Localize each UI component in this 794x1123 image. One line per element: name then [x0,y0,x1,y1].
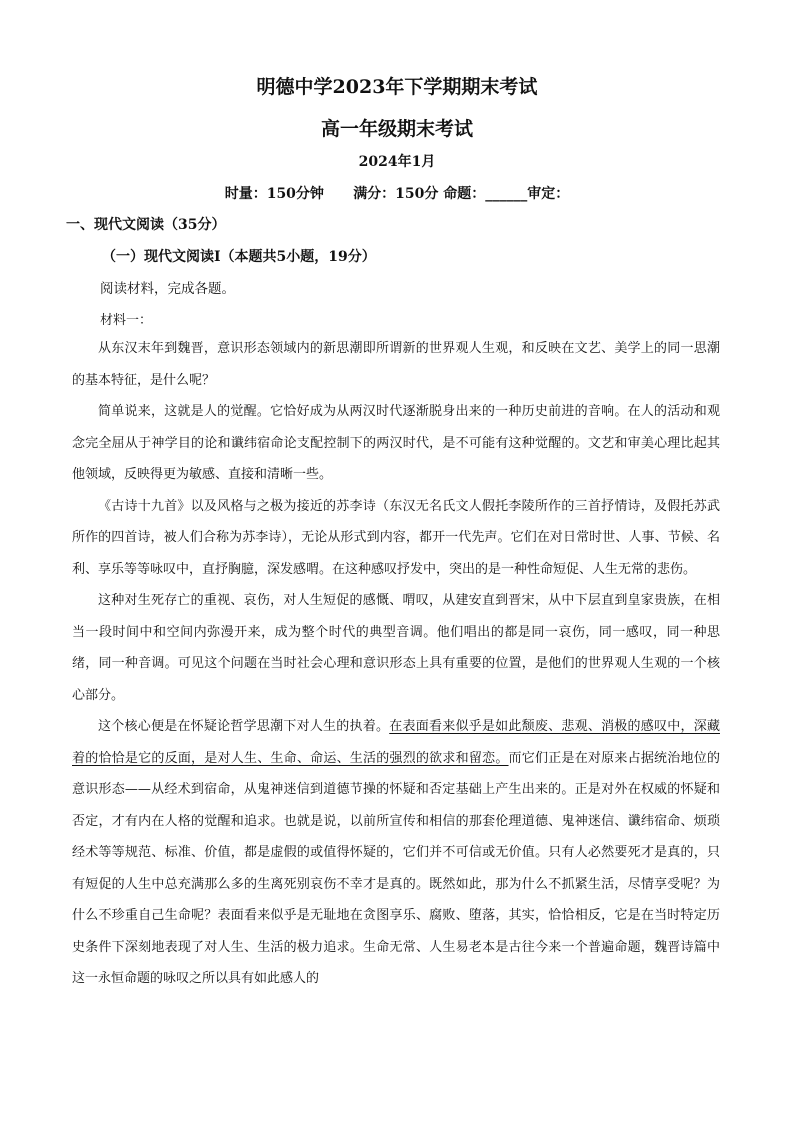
subsection-heading: （一）现代文阅读Ⅰ（本题共5小题，19分） [102,249,376,265]
exam-date: 2024年1月 [358,154,436,170]
paragraph-5 [72,711,720,995]
underlined-sentence: 在表面看来似乎是如此颓废、悲观、消极的感叹中，深藏着的恰恰是它的反面，是对人生、生命、命运、生活的强烈的欲求和留恋。 [72,719,720,766]
grade-exam-title: 高一年级期末考试 [320,118,473,140]
paragraph-4: 这种对生死存亡的重视、哀伤，对人生短促的感慨、喟叹，从建安直到晋宋，从中下层直到皇家贵族，在相当一段时间中和空间内弥漫开来，成为整个时代的典型音调。他们唱出的都是同一哀伤，同一感叹，同一种思绪，同一种音调。可见这个问题在当时社会心理和意识形态上具有重要的位置，是他们的世界观人生观的一个核心部分。 [72,593,720,703]
exam-meta-line [0,183,794,203]
reading-instruction: 阅读材料，完成各题。 [100,281,235,297]
exam-author-reviewer: 命题：______审定： [443,186,570,202]
exam-full-score: 满分：150分 [353,186,439,202]
section-heading: 一、现代文阅读（35分） [66,217,226,233]
material-label: 材料一： [100,313,153,328]
exam-duration: 时量：150分钟 [224,186,324,202]
school-exam-title: 明德中学2023年下学期期末考试 [256,76,538,98]
paragraph-2: 简单说来，这就是人的觉醒。它恰好成为从两汉时代逐渐脱身出来的一种历史前进的音响。在人的活动和观念完全屈从于神学目的论和谶纬宿命论支配控制下的两汉时代，是不可能有这种觉醒的。文艺和审美心理比起其他领域，反映得更为敏感、直接和清晰一些。 [72,404,720,482]
paragraph-5-rest: 而它们正是在对原来占据统治地位的意识形态——从经术到宿命，从鬼神迷信到道德节操的怀疑和否定基础上产生出来的。正是对外在权威的怀疑和否定，才有内在人格的觉醒和追求。也就是说，以前所宣传和相信的那套伦理道德、鬼神迷信、谶纬宿命、烦琐经术等等规范、标准、价值，都是虚假的或值得怀疑的，它们并不可信或无价值。只有人必然要死才是真的，只有短促的人生中总充满那么多的生离死别哀伤不幸才是真的。既然如此，那为什么不抓紧生活，尽情享受呢？为什么不珍重自己生命呢？表面看来似乎是无耻地在贪图享乐、腐败、堕落，其实，恰恰相反，它是在当时特定历史条件下深刻地表现了对人生、生活的极力追求。生命无常、人生易老本是古往今来一个普遍命题，魏晋诗篇中这一永恒命题的咏叹之所以具有如此感人的 [72,750,720,986]
paragraph-1: 从东汉末年到魏晋，意识形态领域内的新思潮即所谓新的世界观人生观，和反映在文艺、美学上的同一思潮的基本特征，是什么呢？ [72,341,720,388]
paragraph-3: 《古诗十九首》以及风格与之极为接近的苏李诗（东汉无名氏文人假托李陵所作的三首抒情诗，及假托苏武所作的四首诗，被人们合称为苏李诗），无论从形式到内容，都开一代先声。它们在对日常时世、人事、节候、名利、享乐等等咏叹中，直抒胸臆，深发感喟。在这种感叹抒发中，突出的是一种性命短促、人生无常的悲伤。 [72,498,720,577]
passage-body [72,333,720,995]
paragraph-5-lead: 这个核心便是在怀疑论哲学思潮下对人生的执着。 [98,719,390,734]
